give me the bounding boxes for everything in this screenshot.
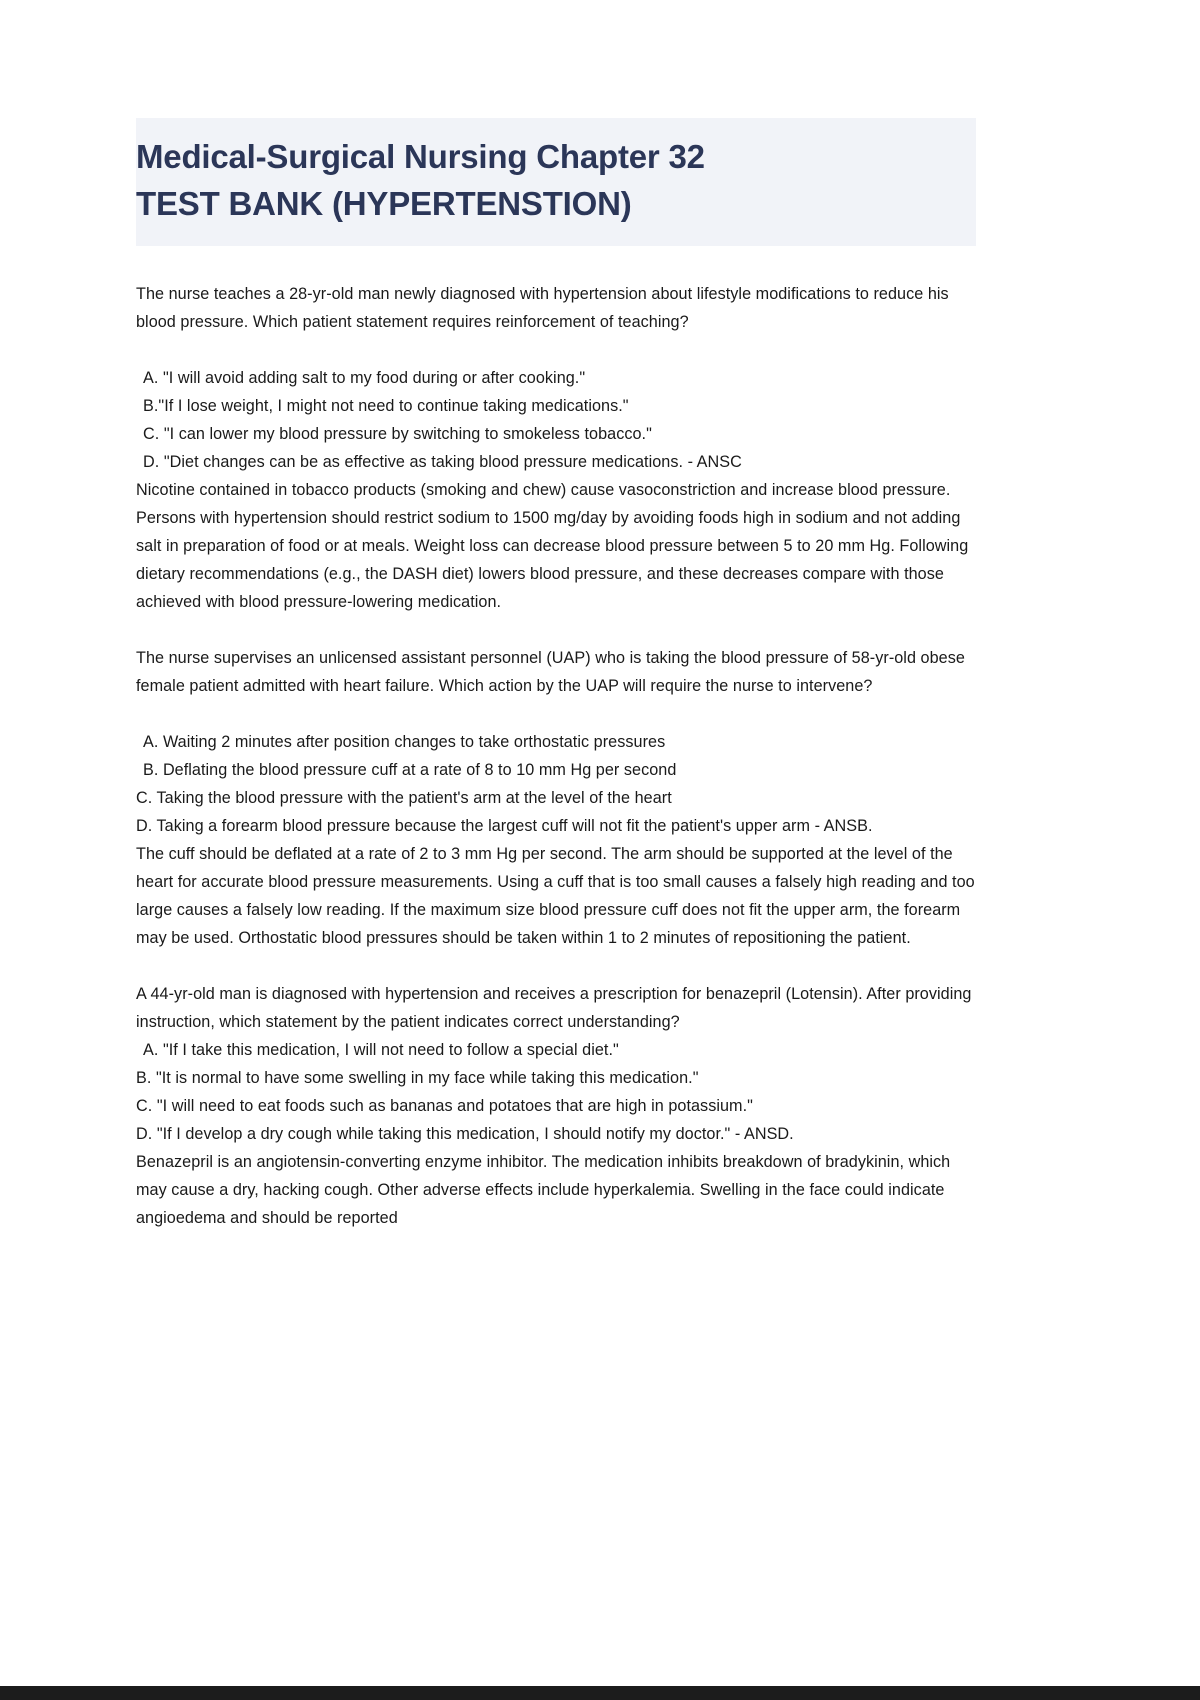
spacer: [136, 700, 976, 728]
question-options-1: [136, 364, 976, 476]
option-1-c: C. "I can lower my blood pressure by switching to smokeless tobacco.": [143, 424, 652, 443]
option-1-a: A. "I will avoid adding salt to my food during or after cooking.": [143, 368, 586, 387]
option-1-b: B."If I lose weight, I might not need to continue taking medications.": [143, 396, 629, 415]
document-title-line-1: Medical-Surgical Nursing Chapter 32: [136, 138, 705, 175]
page-footer-bar: [0, 1686, 1200, 1700]
option-3-a: A. "If I take this medication, I will not need to follow a special diet.": [143, 1040, 619, 1059]
question-stem-2: The nurse supervises an unlicensed assistant personnel (UAP) who is taking the blood pressure of 58-yr-old obese female patient admitted with heart failure. Which action by the UAP will require the nurse to intervene?: [136, 648, 965, 695]
document-content: [136, 118, 976, 1232]
document-title-banner: [136, 118, 976, 246]
option-2-b: B. Deflating the blood pressure cuff at a rate of 8 to 10 mm Hg per second: [143, 760, 677, 779]
question-block-3: [136, 980, 976, 1232]
option-3-b: B. "It is normal to have some swelling in my face while taking this medication.": [136, 1068, 699, 1087]
question-block-2: [136, 644, 976, 952]
question-rationale-2: The cuff should be deflated at a rate of 2 to 3 mm Hg per second. The arm should be supported at the level of the heart for accurate blood pressure measurements. Using a cuff that is too small causes a falsely high reading and too large causes a falsely low reading. If the maximum size blood pressure cuff does not fit the upper arm, the forearm may be used. Orthostatic blood pressures should be taken within 1 to 2 minutes of repositioning the patient.: [136, 844, 975, 947]
question-stem-1: The nurse teaches a 28-yr-old man newly diagnosed with hypertension about lifestyle modifications to reduce his blood pressure. Which patient statement requires reinforcement of teaching?: [136, 284, 949, 331]
document-body: [136, 280, 976, 1232]
spacer: [136, 616, 976, 644]
question-stem-3: A 44-yr-old man is diagnosed with hypertension and receives a prescription for benazepril (Lotensin). After providing instruction, which statement by the patient indicates correct understanding?: [136, 984, 972, 1031]
spacer: [136, 952, 976, 980]
question-options-3: [136, 1036, 976, 1148]
option-2-c: C. Taking the blood pressure with the patient's arm at the level of the heart: [136, 788, 672, 807]
question-block-1: [136, 280, 976, 616]
question-rationale-3: Benazepril is an angiotensin-converting enzyme inhibitor. The medication inhibits breakdown of bradykinin, which may cause a dry, hacking cough. Other adverse effects include hyperkalemia. Swelling in the face could indicate angioedema and should be reported: [136, 1152, 951, 1227]
option-2-d: D. Taking a forearm blood pressure because the largest cuff will not fit the patient's upper arm - ANSB.: [136, 816, 873, 835]
option-1-d: D. "Diet changes can be as effective as taking blood pressure medications. - ANSC: [143, 452, 742, 471]
option-3-d: D. "If I develop a dry cough while taking this medication, I should notify my doctor." - ANSD.: [136, 1124, 794, 1143]
question-options-2: [136, 728, 976, 840]
spacer: [136, 336, 976, 364]
option-3-c: C. "I will need to eat foods such as bananas and potatoes that are high in potassium.": [136, 1096, 753, 1115]
option-2-a: A. Waiting 2 minutes after position changes to take orthostatic pressures: [143, 732, 666, 751]
question-rationale-1: Nicotine contained in tobacco products (smoking and chew) cause vasoconstriction and increase blood pressure. Persons with hypertension should restrict sodium to 1500 mg/day by avoiding foods high in sodium and not adding salt in preparation of food or at meals. Weight loss can decrease blood pressure between 5 to 20 mm Hg. Following dietary recommendations (e.g., the DASH diet) lowers blood pressure, and these decreases compare with those achieved with blood pressure-lowering medication.: [136, 480, 969, 611]
document-title-line-2: TEST BANK (HYPERTENSTION): [136, 184, 632, 222]
